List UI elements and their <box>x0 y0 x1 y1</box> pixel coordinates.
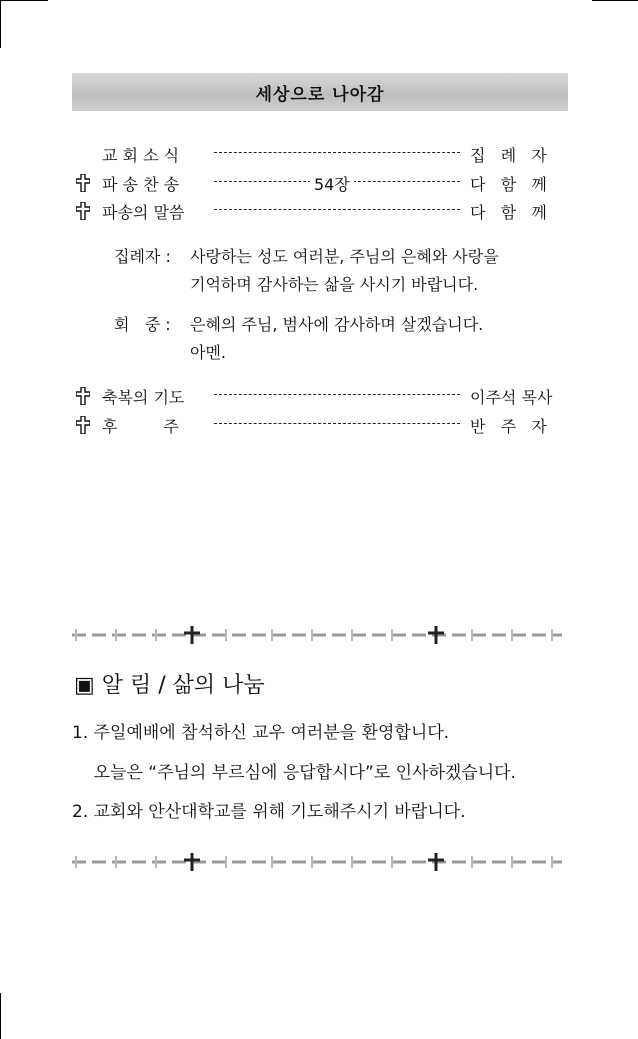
hymn-number: 54장 <box>310 172 354 195</box>
responsive-line: 은혜의 주님, 범사에 감사하며 살겠습니다. <box>190 315 484 334</box>
order-item-label: 후 주 <box>102 417 179 436</box>
order-row-announcements <box>74 143 566 169</box>
cross-chain-divider <box>72 852 562 872</box>
order-item-person: 다 함 께 <box>470 203 547 222</box>
cross-icon <box>76 416 90 434</box>
crop-mark-top-left <box>0 0 1 48</box>
order-item-label: 파송의 말씀 <box>102 203 185 222</box>
order-row-sending-hymn <box>74 172 566 198</box>
order-item-person: 집 례 자 <box>470 146 547 165</box>
order-item-label: 교 회 소 식 <box>102 146 180 165</box>
cross-icon <box>76 387 90 405</box>
leader-dashes <box>214 152 460 153</box>
order-item-label: 축복의 기도 <box>102 388 185 407</box>
notice-item: 오늘은 “주님의 부르심에 응답합시다”로 인사하겠습니다. <box>72 763 516 783</box>
section-title: 세상으로 나아감 <box>255 84 385 105</box>
crop-mark-top-right <box>592 0 638 1</box>
responsive-speaker: 회 중 : <box>114 315 171 334</box>
leader-dashes <box>214 394 460 395</box>
responsive-line: 사랑하는 성도 여러분, 주님의 은혜와 사랑을 <box>190 247 499 266</box>
responsive-leader <box>114 243 574 299</box>
notice-item: 2. 교회와 안산대학교를 위해 기도해주시기 바랍니다. <box>72 802 466 822</box>
order-item-person: 이주석 목사 <box>470 388 553 407</box>
cross-icon <box>76 202 90 220</box>
responsive-congregation <box>114 311 574 367</box>
responsive-line: 기억하며 감사하는 삶을 사시기 바랍니다. <box>190 275 479 294</box>
responsive-line: 아멘. <box>190 343 226 362</box>
cross-chain-divider <box>72 625 562 645</box>
responsive-speaker: 집례자 : <box>114 247 171 266</box>
order-row-sending-word <box>74 200 566 226</box>
order-item-label: 파 송 찬 송 <box>102 175 180 194</box>
leader-dashes <box>214 423 460 424</box>
crop-mark-bottom-left <box>0 993 1 1039</box>
section-header <box>72 73 568 111</box>
crop-mark-top-left-h <box>0 0 48 1</box>
order-row-benediction <box>74 385 566 411</box>
order-item-person: 다 함 께 <box>470 175 547 194</box>
cross-icon <box>76 174 90 192</box>
order-item-person: 반 주 자 <box>470 417 547 436</box>
notice-item: 1. 주일예배에 참석하신 교우 여러분을 환영합니다. <box>72 723 450 743</box>
order-row-postlude <box>74 414 566 440</box>
notices-heading: ▣ 알 림 / 삶의 나눔 <box>74 673 265 698</box>
leader-dashes <box>214 209 460 210</box>
